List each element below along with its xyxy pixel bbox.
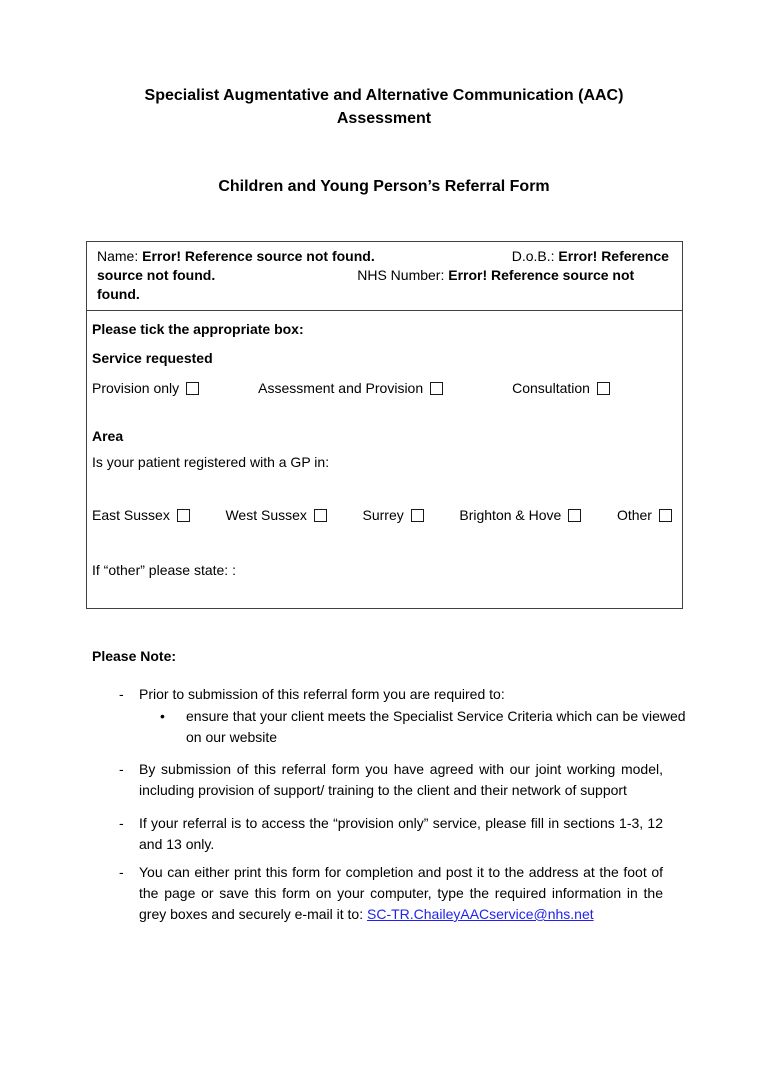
dash-marker: -: [119, 815, 124, 831]
patient-details-cell: [87, 242, 682, 311]
option-label: Assessment and Provision: [258, 380, 424, 396]
name-value: Error! Reference source not found.: [142, 248, 375, 264]
provision-only-checkbox[interactable]: [186, 382, 199, 395]
option-label: Provision only: [92, 380, 180, 396]
note-item: [119, 862, 679, 925]
document-subtitle: Children and Young Person’s Referral Form: [218, 178, 550, 195]
option-label: East Sussex: [92, 507, 170, 523]
nhs-number-label: NHS Number:: [357, 267, 449, 283]
option-surrey: [363, 505, 424, 526]
nhs-number-value: Error! Reference source not: [448, 267, 635, 283]
dob-value: Error! Reference: [558, 248, 669, 264]
patient-details-line1: [97, 247, 674, 266]
sub-note-text: ensure that your client meets the Specialist Service Criteria which can be viewed on our website: [186, 708, 686, 745]
assessment-and-provision-checkbox[interactable]: [430, 382, 443, 395]
other-checkbox[interactable]: [659, 509, 672, 522]
option-east-sussex: [92, 505, 190, 526]
bullet-marker: •: [160, 708, 165, 724]
note-item: [119, 813, 679, 855]
option-consultation: [512, 380, 610, 396]
note-item: [119, 684, 686, 748]
dob-value-wrap: source not found.: [97, 267, 216, 283]
dash-marker: -: [119, 864, 124, 880]
service-requested-heading: Service requested: [92, 350, 213, 366]
note-item: [119, 759, 679, 801]
option-label: West Sussex: [225, 507, 307, 523]
tick-instruction: Please tick the appropriate box:: [92, 321, 304, 337]
patient-details-line3: [97, 285, 674, 304]
consultation-checkbox[interactable]: [597, 382, 610, 395]
name-label: Name:: [97, 248, 143, 264]
area-options-row: [92, 505, 674, 526]
note-text: [139, 862, 663, 925]
nhs-number-value-wrap: found.: [97, 286, 140, 302]
service-options-row: [92, 378, 674, 399]
west-sussex-checkbox[interactable]: [314, 509, 327, 522]
option-brighton-hove: [459, 505, 581, 526]
note-text-segment: You can either print this form for completion and post it to the address at the foot of the page or save this form on your computer, type the required information in the grey boxes and securely e-mail it to:: [139, 864, 663, 922]
option-label: Other: [616, 507, 652, 523]
document-title-line1: Specialist Augmentative and Alternative Communication (AAC): [144, 87, 624, 104]
sub-note-item: [160, 706, 694, 748]
option-other: [617, 505, 672, 526]
note-text: If your referral is to access the “provision only” service, please fill in sections 1-3, 12 and 13 only.: [139, 815, 663, 852]
east-sussex-checkbox[interactable]: [177, 509, 190, 522]
brighton-hove-checkbox[interactable]: [568, 509, 581, 522]
other-state-prompt: If “other” please state: :: [92, 562, 236, 578]
option-provision-only: [92, 380, 199, 396]
dob-label: D.o.B.:: [511, 248, 559, 264]
please-note-heading: Please Note:: [92, 648, 177, 664]
note-body: [139, 684, 694, 748]
dash-marker: -: [119, 761, 124, 777]
referral-form-box: [86, 241, 683, 609]
document-title: [50, 84, 718, 130]
area-heading: Area: [92, 428, 124, 444]
email-link[interactable]: SC-TR.ChaileyAACservice@nhs.net: [367, 906, 594, 922]
note-text: Prior to submission of this referral form you are required to:: [139, 686, 505, 702]
patient-details-line2: [97, 266, 674, 285]
dash-marker: -: [119, 686, 124, 702]
option-label: Consultation: [512, 380, 590, 396]
note-text: By submission of this referral form you have agreed with our joint working model, including provision of support/ training to the client and their network of support: [139, 761, 663, 798]
option-label: Brighton & Hove: [459, 507, 562, 523]
gp-question: Is your patient registered with a GP in:: [92, 454, 330, 470]
tick-box-cell: [87, 311, 682, 608]
option-assessment-and-provision: [258, 380, 443, 396]
option-west-sussex: [225, 505, 326, 526]
document-title-line2: Assessment: [336, 110, 432, 127]
option-label: Surrey: [362, 507, 404, 523]
notes-section: [119, 684, 686, 925]
surrey-checkbox[interactable]: [411, 509, 424, 522]
